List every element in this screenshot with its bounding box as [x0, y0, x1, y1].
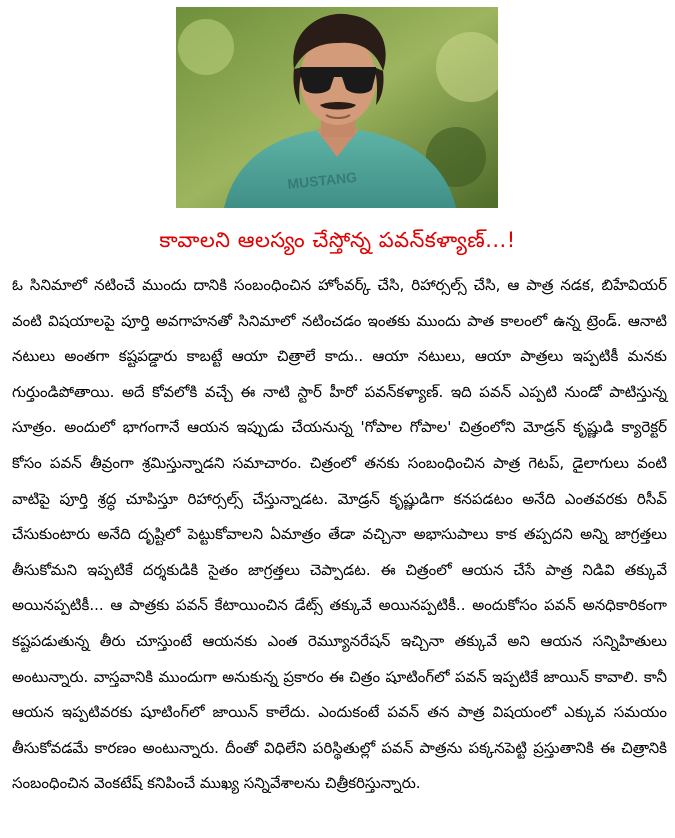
article-headline: కావాలని ఆలస్యం చేస్తోన్న పవన్‌కళ్యాణ్...!	[159, 228, 516, 252]
shirt-print: MUSTANG	[286, 168, 358, 192]
article-body: ఓ సినిమాలో నటించే ముందు దానికి సంబంధించిన హోంవర్క్ చేసి, రిహార్సల్స్ చేసి, ఆ పాత్ర నడక, బిహేవియర్ వంటి విషయాలపై పూర్తి అవగాహనతో సినిమాలో నటించడం ఇంతకు ముందు పాత కాలంలో ఉన్న ట్రెండ్. ఆనాటి నటులు అంతగా కష్టపడ్డారు కాబట్టే ఆయా చిత్రాలే కాదు.. ఆయా నటులు, ఆయా పాత్రలు ఇప్పటికీ మనకు గుర్తుండిపోతాయి. అదే కోవలోకి వచ్చే ఈ నాటి స్టార్ హీరో పవన్‌కళ్యాణ్. ఇది పవన్ ఎప్పటి నుండో పాటిస్తున్న సూత్రం. అందులో భాగంగానే ఆయన ఇప్పుడు చేయనున్న 'గోపాల గోపాల' చిత్రంలోని మోడ్రన్ కృష్ణుడి క్యారెక్టర్ కోసం పవన్ తీవ్రంగా శ్రమిస్తున్నాడని సమాచారం. చిత్రంలో తనకు సంబంధించిన పాత్ర గెటప్, డైలాగులు వంటి వాటిపై పూర్తి శ్రద్ధ చూపిస్తూ రిహార్సల్స్ చేస్తున్నాడట. మోడ్రన్ కృష్ణుడిగా కనపడటం అనేది ఎంతవరకు రిసీవ్ చేసుకుంటారు అనేది దృష్టిలో పెట్టుకోవాలని ఏమాత్రం తేడా వచ్చినా అభాసుపాలు కాక తప్పదని అన్ని జాగ్రత్తలు తీసుకోమని ఇప్పటికే దర్శకుడికి సైతం జాగ్రత్తలు చెప్పాడట. ఈ చిత్రంలో ఆయన చేసే పాత్ర నిడివి తక్కువే అయినప్పటికీ... ఆ పాత్రకు పవన్ కేటాయించిన డేట్స్ తక్కువే అయినప్పటికీ.. అందుకోసం పవన్ అనధికారికంగా కష్టపడుతున్న తీరు చూస్తుంటే ఆయనకు ఎంత రెమ్యూనరేషన్ ఇచ్చినా తక్కువే అని ఆయన సన్నిహితులు అంటున్నారు. వాస్తవానికి ముందుగా అనుకున్న ప్రకారం ఈ చిత్రం షూటింగ్‌లో పవన్ ఇప్పటికే జాయిన్ కావాలి. కానీ ఆయన ఇప్పటివరకు షూటింగ్‌లో జాయిన్ కాలేదు. ఎందుకంటే పవన్ తన పాత్ర విషయంలో ఎక్కువ సమయం తీసుకోవడమే కారణం అంటున్నారు. దీంతో విధిలేని పరిస్థితుల్లో పవన్ పాత్రను పక్కనపెట్టి ప్రస్తుతానికి ఈ చిత్రానికి సంబంధించిన వెంకటేష్ కనిపించే ముఖ్య సన్నివేశాలను చిత్రీకరిస్తున్నారు.	[12, 276, 667, 793]
person-photo-icon	[176, 7, 498, 208]
article-photo	[176, 7, 498, 208]
